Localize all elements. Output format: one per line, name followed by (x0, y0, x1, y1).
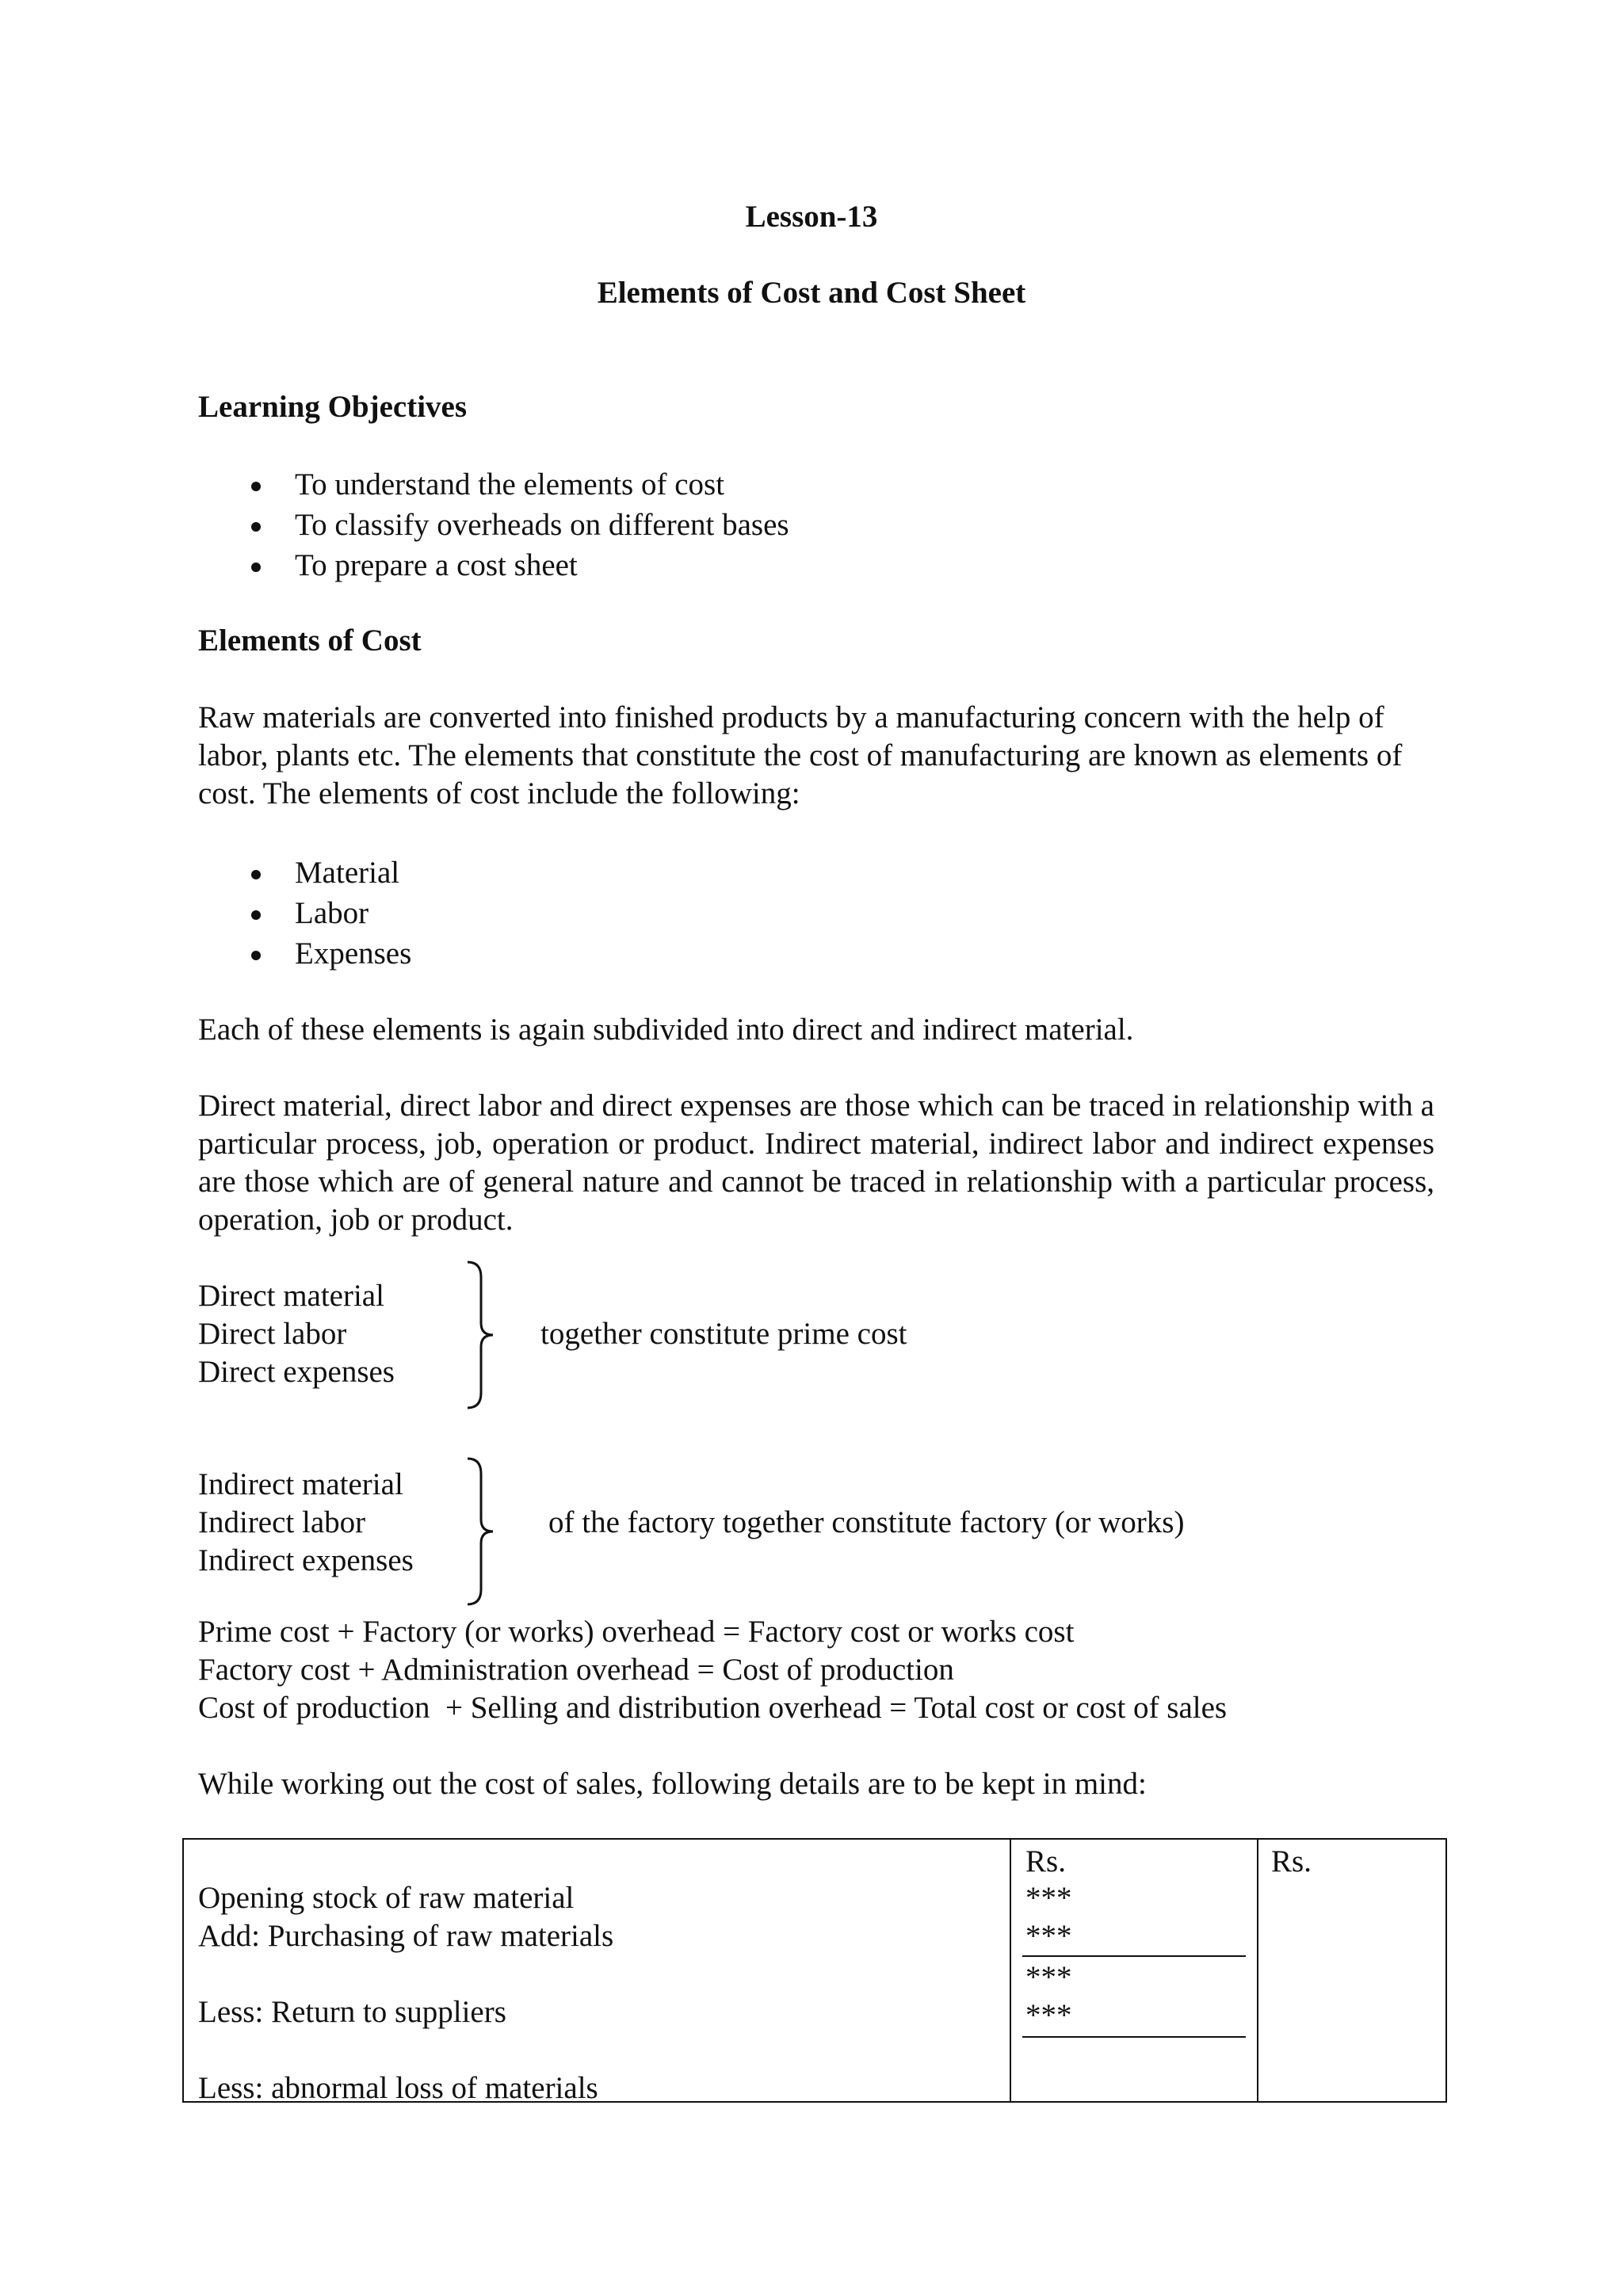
elements-heading: Elements of Cost (198, 624, 422, 658)
table-row-label: Add: Purchasing of raw materials (198, 1919, 614, 1953)
subdivided-paragraph: Each of these elements is again subdivided into direct and indirect material. (198, 1013, 1134, 1047)
table-value: *** (1025, 1919, 1072, 1953)
column-divider (1010, 1840, 1011, 2101)
table-row-label: Opening stock of raw material (198, 1881, 575, 1915)
objectives-list (198, 466, 789, 587)
bullet-icon (251, 870, 261, 879)
table-row-label: Less: Return to suppliers (198, 1995, 506, 2029)
elements-list (198, 854, 411, 975)
subtotal-line (1022, 1955, 1246, 1957)
direct-indirect-paragraph: Direct material, direct labor and direct expenses are those which can be traced in relationship with a particular process, job, operation or product. Indirect material, indirect labor and indirect expenses are those which are of general nature and cannot be traced in relationship with a particular process, operation, job or product. (198, 1089, 1434, 1237)
prime-cost-items (198, 1277, 395, 1391)
bullet-icon (251, 951, 261, 960)
column-header-rs: Rs. (1271, 1844, 1312, 1878)
bullet-icon (251, 482, 261, 491)
prime-item: Direct expenses (198, 1355, 395, 1389)
element-item: Labor (198, 894, 411, 935)
formula-factory-cost: Prime cost + Factory (or works) overhead = Factory cost or works cost (198, 1615, 1075, 1649)
objectives-heading: Learning Objectives (198, 390, 468, 424)
factory-overhead-note: of the factory together constitute factory (or works) (548, 1505, 1185, 1539)
objective-item: To prepare a cost sheet (198, 547, 789, 587)
column-divider (1257, 1840, 1258, 2101)
elements-intro-paragraph: Raw materials are converted into finished products by a manufacturing concern with the help of labor, plants etc. The elements that constitute the cost of manufacturing are known as elements of cost. The elements of cost include the following: (198, 700, 1403, 810)
prime-cost-note: together constitute prime cost (540, 1317, 907, 1351)
bullet-icon (251, 563, 261, 572)
cost-sheet-table (182, 1838, 1447, 2103)
factory-item: Indirect expenses (198, 1543, 414, 1577)
lesson-number: Lesson-13 (745, 200, 878, 234)
objective-item: To classify overheads on different bases (198, 506, 789, 547)
cost-of-sales-intro: While working out the cost of sales, following details are to be kept in mind: (198, 1767, 1147, 1801)
table-value: *** (1025, 1960, 1072, 1994)
table-value: *** (1025, 1998, 1072, 2032)
prime-item: Direct material (198, 1279, 384, 1313)
table-row-label: Less: abnormal loss of materials (198, 2071, 598, 2105)
subtotal-line (1022, 2036, 1246, 2038)
factory-overhead-items (198, 1466, 414, 1580)
factory-item: Indirect material (198, 1467, 403, 1501)
brace-icon (464, 1260, 495, 1410)
table-value: *** (1025, 1881, 1072, 1915)
formula-cost-of-production: Factory cost + Administration overhead = Cost of production (198, 1653, 954, 1687)
bullet-icon (251, 522, 261, 532)
factory-item: Indirect labor (198, 1505, 366, 1539)
element-item: Expenses (198, 935, 411, 975)
objective-item: To understand the elements of cost (198, 466, 789, 506)
brace-icon (464, 1456, 495, 1607)
formula-cost-of-sales: Cost of production + Selling and distribution overhead = Total cost or cost of sales (198, 1691, 1228, 1725)
prime-item: Direct labor (198, 1317, 347, 1351)
page-title: Elements of Cost and Cost Sheet (597, 276, 1026, 310)
bullet-icon (251, 910, 261, 920)
column-header-rs: Rs. (1025, 1844, 1066, 1878)
element-item: Material (198, 854, 411, 894)
